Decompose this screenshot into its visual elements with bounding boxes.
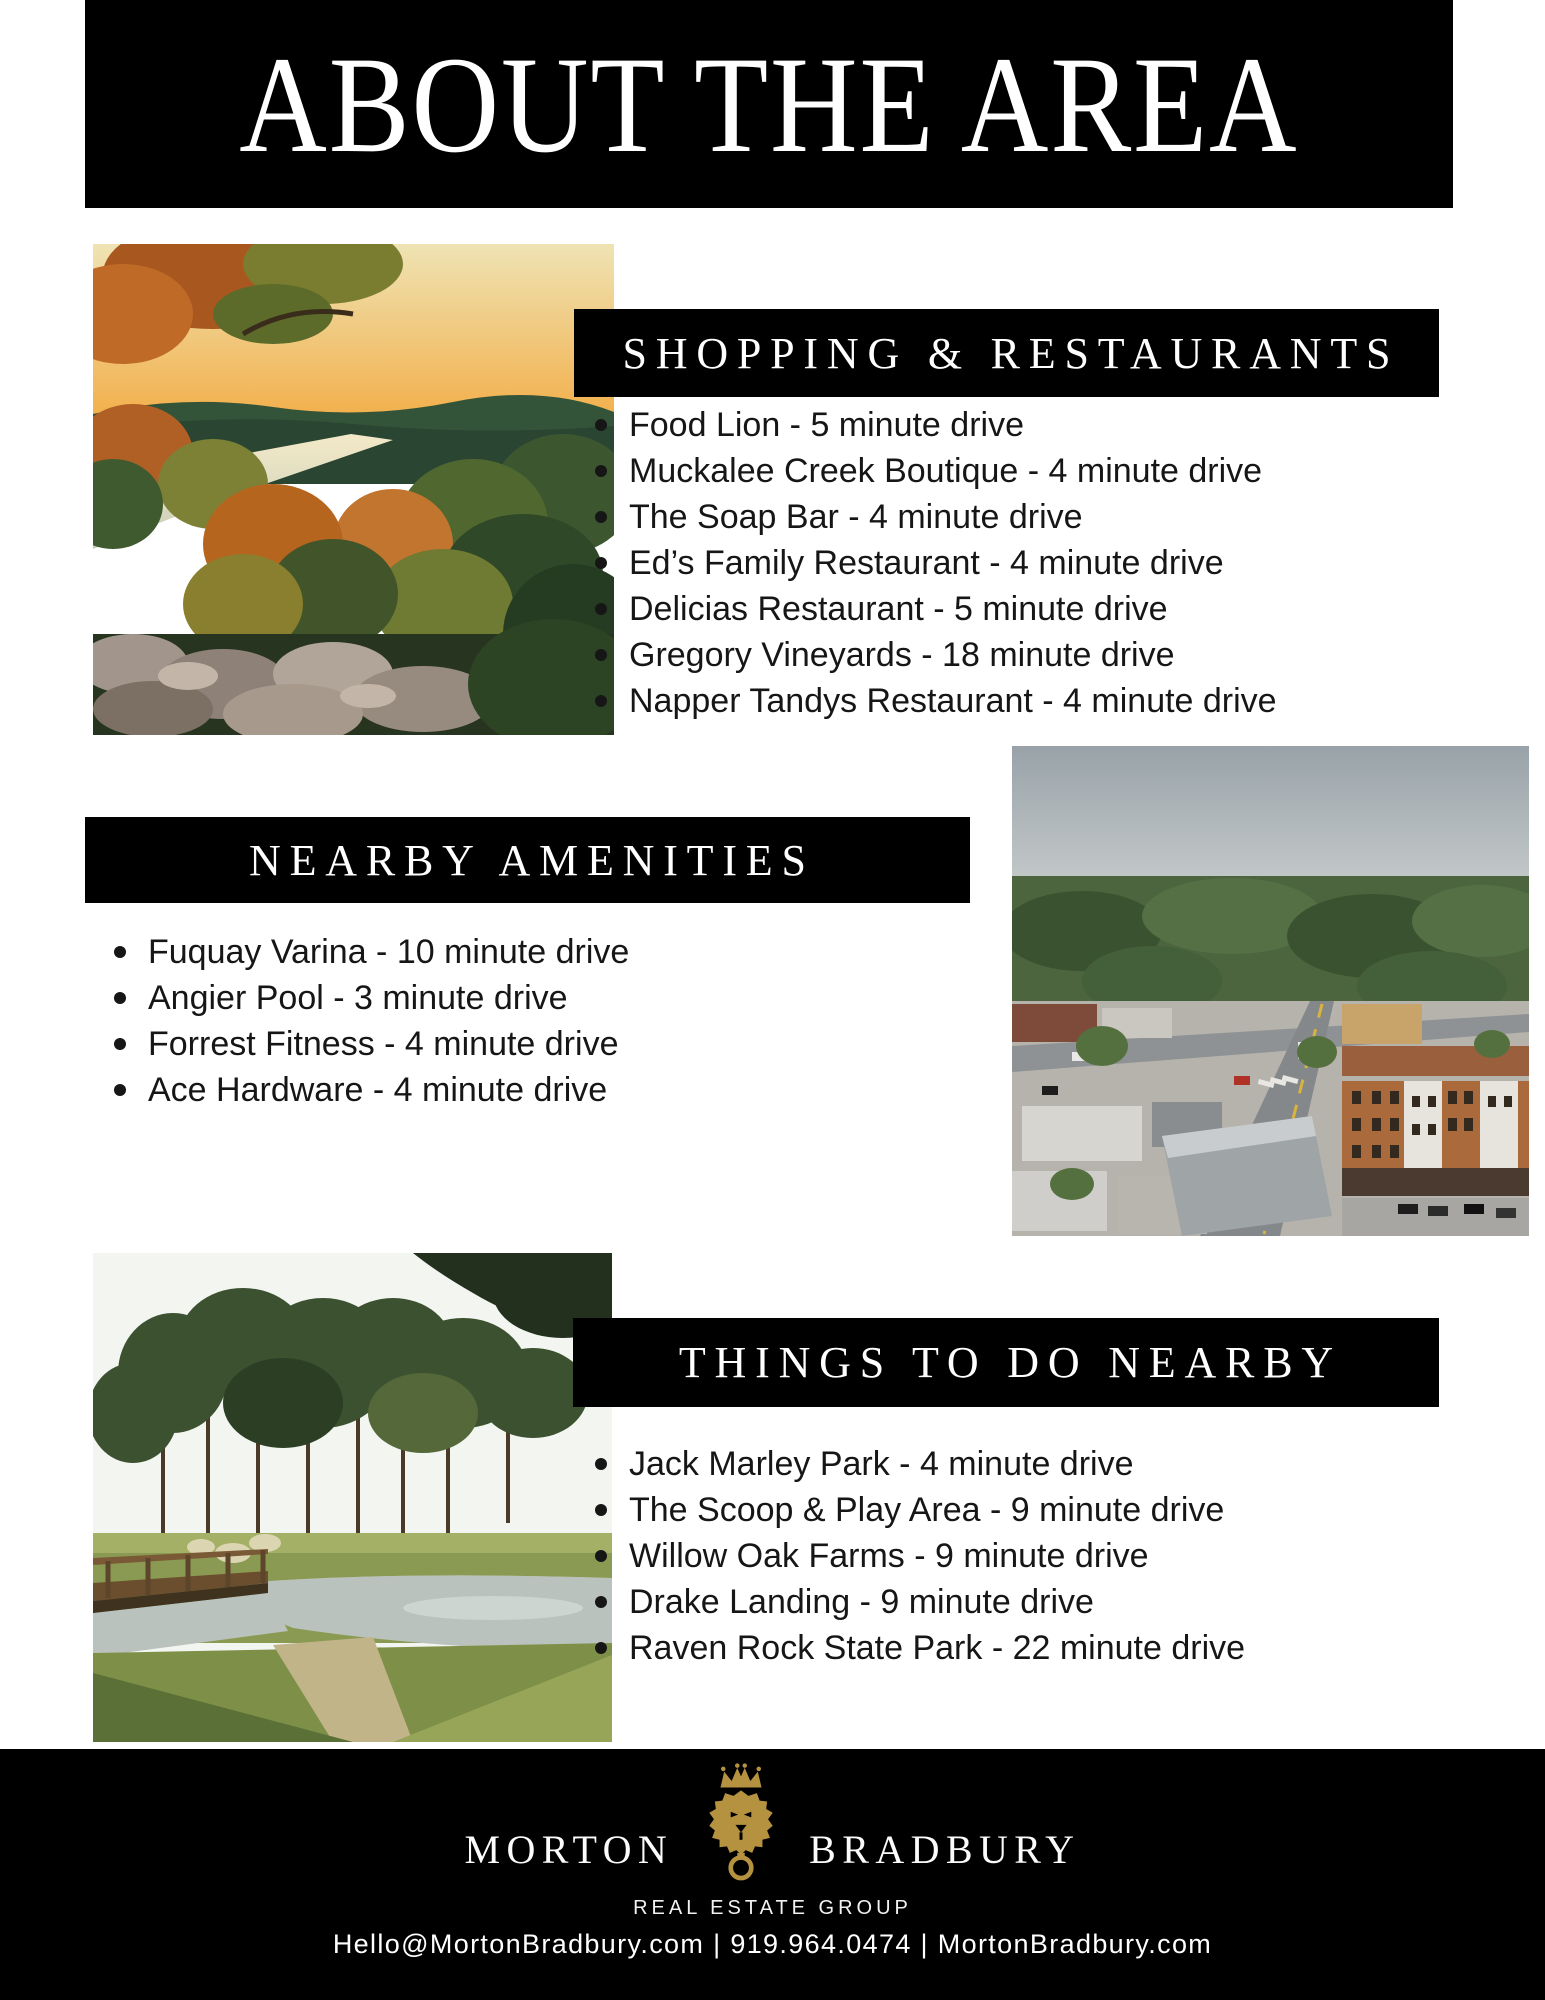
list-item: The Soap Bar - 4 minute drive — [584, 494, 1277, 540]
river-sunset-photo — [93, 244, 614, 735]
list-item: Gregory Vineyards - 18 minute drive — [584, 632, 1277, 678]
footer — [0, 1749, 1545, 2000]
list-item: The Scoop & Play Area - 9 minute drive — [584, 1487, 1245, 1533]
list-item: Ed’s Family Restaurant - 4 minute drive — [584, 540, 1277, 586]
brand-name-first: MORTON — [464, 1827, 674, 1872]
amenities-list — [103, 929, 629, 1113]
list-item: Jack Marley Park - 4 minute drive — [584, 1441, 1245, 1487]
section-banner-shopping — [574, 309, 1439, 397]
page-title: ABOUT THE AREA — [239, 27, 1299, 181]
list-item: Drake Landing - 9 minute drive — [584, 1579, 1245, 1625]
golf-course-photo — [93, 1253, 612, 1742]
section-heading-amenities: NEARBY AMENITIES — [249, 835, 815, 885]
list-item: Food Lion - 5 minute drive — [584, 402, 1277, 448]
contact-info: Hello@MortonBradbury.com | 919.964.0474 | MortonBradbury.com — [332, 1929, 1213, 1959]
shopping-list — [584, 402, 1277, 724]
brand-logo — [0, 1763, 1545, 1883]
title-banner — [85, 0, 1453, 208]
aerial-town-photo — [1012, 746, 1529, 1236]
things-list — [584, 1441, 1245, 1671]
brand-tagline: REAL ESTATE GROUP — [633, 1897, 912, 1919]
golf-course-illustration — [93, 1253, 612, 1742]
aerial-town-illustration — [1012, 746, 1529, 1236]
list-item: Willow Oak Farms - 9 minute drive — [584, 1533, 1245, 1579]
section-banner-amenities — [85, 817, 970, 903]
list-item: Fuquay Varina - 10 minute drive — [103, 929, 629, 975]
list-item: Muckalee Creek Boutique - 4 minute drive — [584, 448, 1277, 494]
section-banner-things — [573, 1318, 1439, 1407]
list-item: Delicias Restaurant - 5 minute drive — [584, 586, 1277, 632]
list-item: Angier Pool - 3 minute drive — [103, 975, 629, 1021]
list-item: Raven Rock State Park - 22 minute drive — [584, 1625, 1245, 1671]
list-item: Napper Tandys Restaurant - 4 minute drive — [584, 678, 1277, 724]
list-item: Ace Hardware - 4 minute drive — [103, 1067, 629, 1113]
brand-name-second: BRADBURY — [809, 1827, 1081, 1872]
section-heading-shopping: SHOPPING & RESTAURANTS — [622, 328, 1400, 378]
lion-crown-logo-icon — [699, 1763, 783, 1883]
list-item: Forrest Fitness - 4 minute drive — [103, 1021, 629, 1067]
river-sunset-illustration — [93, 244, 614, 735]
section-heading-things: THINGS TO DO NEARBY — [678, 1338, 1342, 1387]
